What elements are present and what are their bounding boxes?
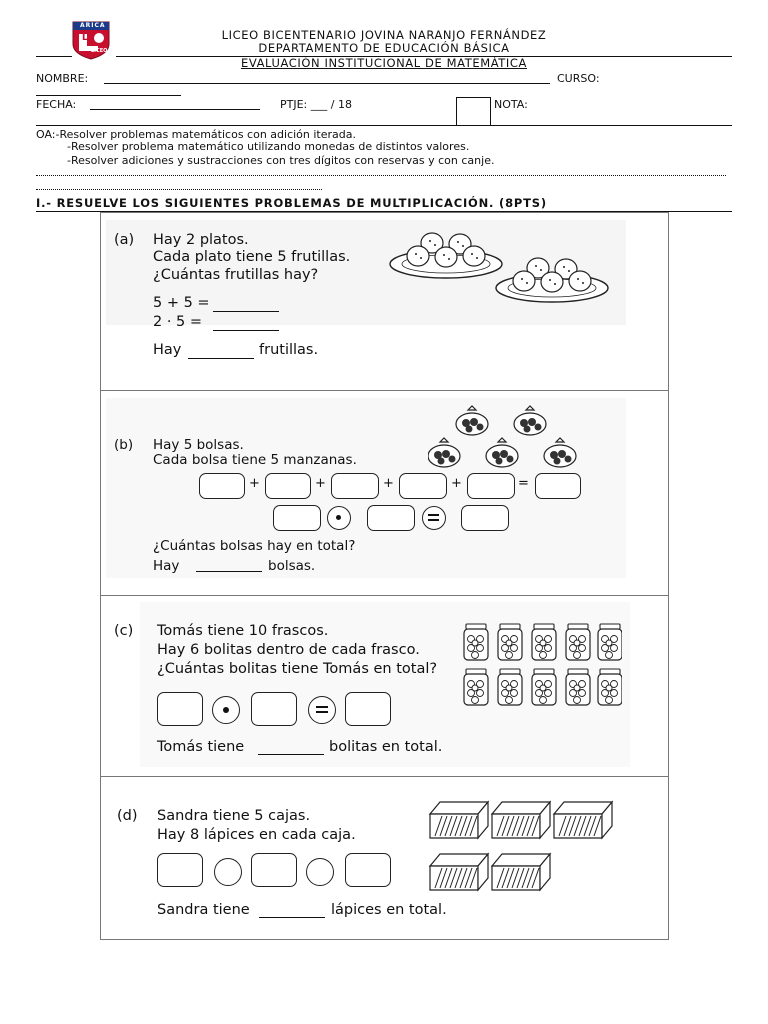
problem-a-answer-post: frutillas. bbox=[259, 342, 319, 358]
nombre-label: NOMBRE: bbox=[36, 72, 89, 85]
nota-box[interactable] bbox=[456, 97, 491, 126]
problem-c-box-factor-1[interactable] bbox=[157, 692, 203, 726]
logo-mark: L bbox=[82, 33, 88, 43]
problem-c-answer-blank[interactable] bbox=[258, 743, 324, 755]
strawberry-plates-illustration bbox=[388, 226, 610, 312]
nombre-input-continued[interactable] bbox=[36, 86, 181, 96]
equals-top-bar bbox=[316, 706, 328, 708]
curso-label: CURSO: bbox=[557, 72, 600, 85]
logo-text-bottom: LICEO bbox=[91, 48, 108, 54]
problem-d-line1: Sandra tiene 5 cajas. bbox=[157, 808, 311, 824]
problem-b-box-2[interactable] bbox=[265, 473, 311, 499]
problem-a-label: (a) bbox=[114, 232, 135, 248]
problem-a-line3: ¿Cuántas frutillas hay? bbox=[153, 267, 319, 283]
equals-bottom-bar bbox=[428, 519, 439, 521]
department-name: DEPARTAMENTO DE EDUCACIÓN BÁSICA bbox=[258, 41, 510, 55]
problem-c-line3: ¿Cuántas bolitas tiene Tomás en total? bbox=[157, 661, 438, 677]
problem-b-box-result-1[interactable] bbox=[535, 473, 581, 499]
problem-a-eq1-blank[interactable] bbox=[213, 300, 279, 312]
problem-d-answer-post: lápices en total. bbox=[331, 902, 447, 918]
evaluation-title: EVALUACIÓN INSTITUCIONAL DE MATEMÁTICA bbox=[240, 56, 528, 70]
problem-b-multiply-circle bbox=[327, 506, 351, 530]
problem-b-plus-4: + bbox=[451, 476, 462, 491]
multiply-dot-icon bbox=[223, 707, 229, 713]
problem-c-box-result[interactable] bbox=[345, 692, 391, 726]
equals-bottom-bar bbox=[316, 711, 328, 713]
problem-c-label: (c) bbox=[114, 623, 134, 639]
apple-bags-illustration bbox=[428, 404, 588, 470]
ptje-label: PTJE: ___ / 18 bbox=[280, 98, 352, 111]
problem-d-label: (d) bbox=[117, 808, 138, 824]
problem-b-plus-3: + bbox=[383, 476, 394, 491]
problem-d-box-factor-2[interactable] bbox=[251, 853, 297, 887]
problem-b-box-4[interactable] bbox=[399, 473, 447, 499]
problem-b-plus-1: + bbox=[249, 476, 260, 491]
problem-a-eq1: 5 + 5 = bbox=[153, 295, 210, 311]
logo-text-top: ARICA bbox=[80, 22, 106, 29]
problem-d-operator-circle-2[interactable] bbox=[306, 858, 334, 886]
problem-d-answer-blank[interactable] bbox=[259, 906, 325, 918]
dotted-line-1 bbox=[36, 175, 726, 176]
jars-illustration bbox=[462, 622, 622, 712]
problem-b-line1: Hay 5 bolsas. bbox=[153, 437, 244, 453]
problem-d-line2: Hay 8 lápices en cada caja. bbox=[157, 827, 356, 843]
problem-d-box-factor-1[interactable] bbox=[157, 853, 203, 887]
school-name: LICEO BICENTENARIO JOVINA NARANJO FERNÁNDEZ bbox=[221, 28, 547, 42]
problem-b-box-3[interactable] bbox=[331, 473, 379, 499]
problem-a-line2: Cada plato tiene 5 frutillas. bbox=[153, 249, 351, 265]
problem-a-eq2: 2 · 5 = bbox=[153, 314, 203, 330]
fecha-input[interactable] bbox=[90, 100, 260, 110]
problem-b-question: ¿Cuántas bolsas hay en total? bbox=[153, 538, 356, 554]
problem-a-answer-pre: Hay bbox=[153, 342, 182, 358]
problem-d-answer-pre: Sandra tiene bbox=[157, 902, 250, 918]
problem-b-label: (b) bbox=[114, 437, 134, 453]
problem-b-box-factor-1[interactable] bbox=[273, 505, 321, 531]
problem-b-equals-1: = bbox=[518, 476, 529, 491]
section-title: I.- RESUELVE LOS SIGUIENTES PROBLEMAS DE MULTIPLICACIÓN. (8PTS) bbox=[36, 196, 547, 210]
problem-a-line1: Hay 2 platos. bbox=[153, 232, 249, 248]
fields-rule bbox=[36, 125, 732, 126]
problem-b-answer-pre: Hay bbox=[153, 558, 180, 574]
problem-b-line2: Cada bolsa tiene 5 manzanas. bbox=[153, 452, 357, 468]
problem-c-equals-circle bbox=[308, 696, 336, 724]
divider-cd bbox=[100, 776, 669, 777]
multiply-dot-icon bbox=[336, 515, 341, 520]
problem-c-box-factor-2[interactable] bbox=[251, 692, 297, 726]
problem-b-box-factor-2[interactable] bbox=[367, 505, 415, 531]
fecha-label: FECHA: bbox=[36, 98, 77, 111]
problem-b-box-5[interactable] bbox=[467, 473, 515, 499]
equals-top-bar bbox=[428, 514, 439, 516]
problem-a-eq2-blank[interactable] bbox=[213, 319, 279, 331]
objective-2: -Resolver problema matemático utilizando monedas de distintos valores. bbox=[67, 140, 470, 153]
nota-label: NOTA: bbox=[494, 98, 528, 111]
problem-b-box-result-2[interactable] bbox=[461, 505, 509, 531]
problem-c-line2: Hay 6 bolitas dentro de cada frasco. bbox=[157, 642, 420, 658]
problem-c-answer-post: bolitas en total. bbox=[329, 739, 443, 755]
nombre-input[interactable] bbox=[104, 74, 550, 84]
problem-a-answer-blank[interactable] bbox=[188, 347, 254, 359]
objective-3: -Resolver adiciones y sustracciones con tres dígitos con reservas y con canje. bbox=[67, 154, 495, 167]
dotted-line-2 bbox=[36, 189, 322, 190]
problem-d-operator-circle-1[interactable] bbox=[214, 858, 242, 886]
divider-ab bbox=[100, 390, 669, 391]
problem-c-multiply-circle bbox=[212, 696, 240, 724]
problem-b-plus-2: + bbox=[315, 476, 326, 491]
problem-b-answer-blank[interactable] bbox=[196, 561, 262, 572]
pencil-boxes-illustration bbox=[428, 798, 628, 898]
problem-c-line1: Tomás tiene 10 frascos. bbox=[157, 623, 329, 639]
objective-1: OA:-Resolver problemas matemáticos con adición iterada. bbox=[36, 128, 356, 141]
problem-c-answer-pre: Tomás tiene bbox=[157, 739, 245, 755]
problem-b-answer-post: bolsas. bbox=[268, 558, 316, 574]
problem-b-equals-circle bbox=[422, 506, 446, 530]
divider-bc bbox=[100, 595, 669, 596]
problem-b-box-1[interactable] bbox=[199, 473, 245, 499]
problem-d-box-result[interactable] bbox=[345, 853, 391, 887]
